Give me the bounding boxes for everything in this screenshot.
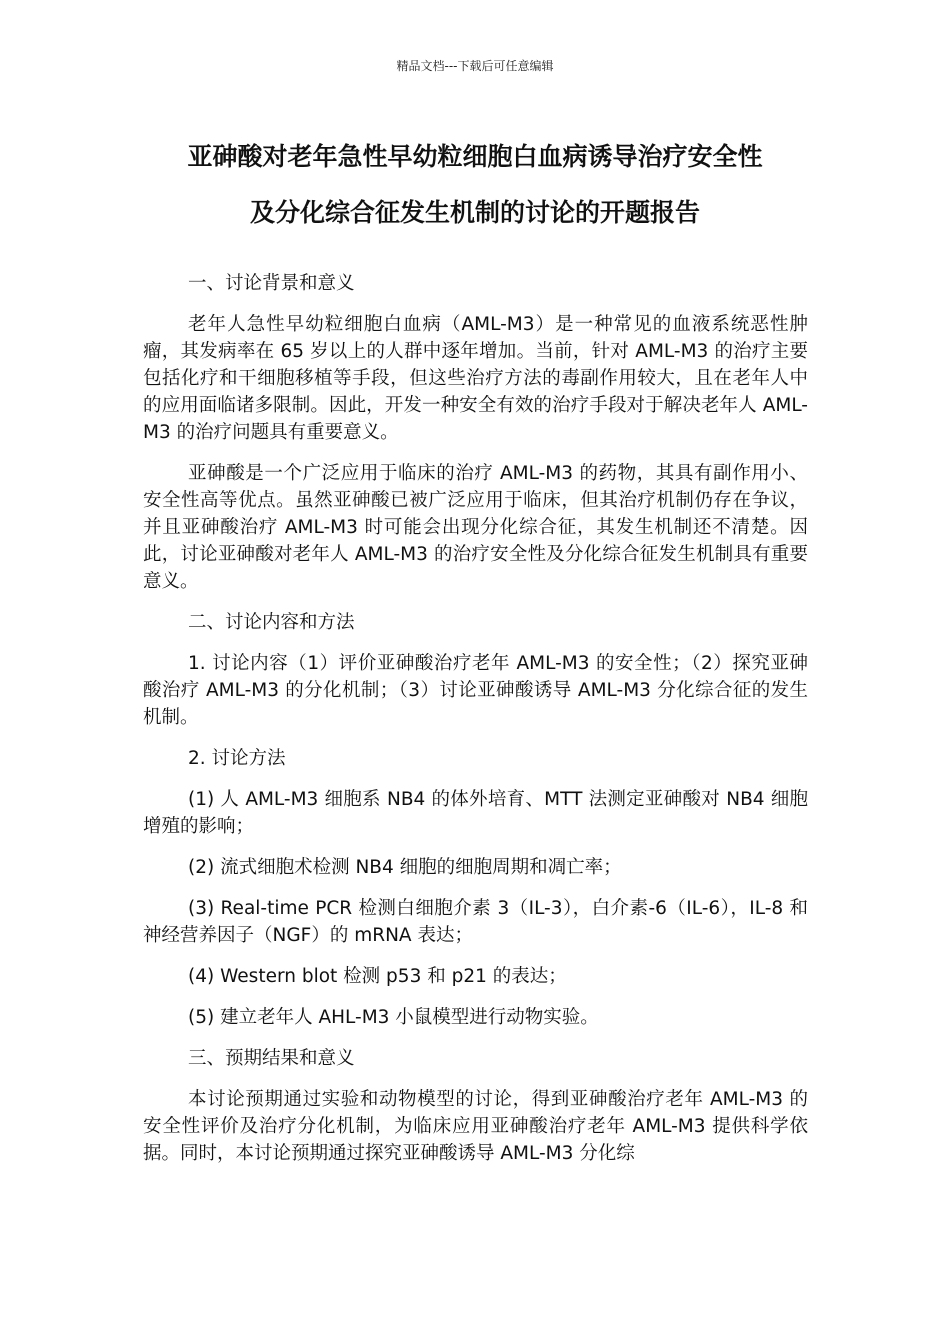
- paragraph-background-1: 老年人急性早幼粒细胞白血病（AML-M3）是一种常见的血液系统恶性肿瘤，其发病率在 65 岁以上的人群中逐年增加。当前，针对 AML-M3 的治疗主要包括化疗和干细胞移植等手段，但这些治疗方法的毒副作用较大，且在老年人中的应用面临诸多限制。因此，开发一种安全有效的治疗手段对于解决老年人 AML-M3 的治疗问题具有重要意义。: [143, 314, 808, 443]
- method-item-2: (2) 流式细胞术检测 NB4 细胞的细胞周期和凋亡率；: [188, 857, 622, 878]
- section-heading-expected-results: 三、预期结果和意义: [188, 1048, 355, 1069]
- method-item-1: (1) 人 AML-M3 细胞系 NB4 的体外培育、MTT 法测定亚砷酸对 NB4 细胞增殖的影响；: [143, 789, 808, 837]
- paragraph-research-content: 1. 讨论内容（1）评价亚砷酸治疗老年 AML-M3 的安全性；（2）探究亚砷酸治疗 AML-M3 的分化机制；（3）讨论亚砷酸诱导 AML-M3 分化综合征的发生机制。: [143, 653, 808, 728]
- method-item-4: (4) Western blot 检测 p53 和 p21 的表达；: [188, 966, 567, 987]
- document-title-line-2: 及分化综合征发生机制的讨论的开题报告: [249, 198, 700, 227]
- method-item-5: (5) 建立老年人 AHL-M3 小鼠模型进行动物实验。: [188, 1007, 599, 1028]
- header-note: 精品文档---下载后可任意编辑: [396, 59, 554, 73]
- paragraph-background-2: 亚砷酸是一个广泛应用于临床的治疗 AML-M3 的药物，其具有副作用小、安全性高等优点。虽然亚砷酸已被广泛应用于临床，但其治疗机制仍存在争议，并且亚砷酸治疗 AML-M3 时可能会出现分化综合征，其发生机制还不清楚。因此，讨论亚砷酸对老年人 AML-M3 的治疗安全性及分化综合征发生机制具有重要意义。: [143, 463, 808, 592]
- document-body: [143, 270, 808, 1181]
- section-heading-background: 一、讨论背景和意义: [188, 273, 355, 294]
- paragraph-expected-results: 本讨论预期通过实验和动物模型的讨论，得到亚砷酸治疗老年 AML-M3 的安全性评价及治疗分化机制，为临床应用亚砷酸治疗老年 AML-M3 提供科学依据。同时，本讨论预期通过探究亚砷酸诱导 AML-M3 分化综: [143, 1089, 808, 1164]
- document-title-line-1: 亚砷酸对老年急性早幼粒细胞白血病诱导治疗安全性: [187, 142, 763, 171]
- method-item-3: (3) Real-time PCR 检测白细胞介素 3（IL-3），白介素-6（IL-6），IL-8 和神经营养因子（NGF）的 mRNA 表达；: [143, 898, 808, 946]
- section-heading-content-methods: 二、讨论内容和方法: [188, 612, 355, 633]
- paragraph-methods-label: 2. 讨论方法: [188, 748, 286, 769]
